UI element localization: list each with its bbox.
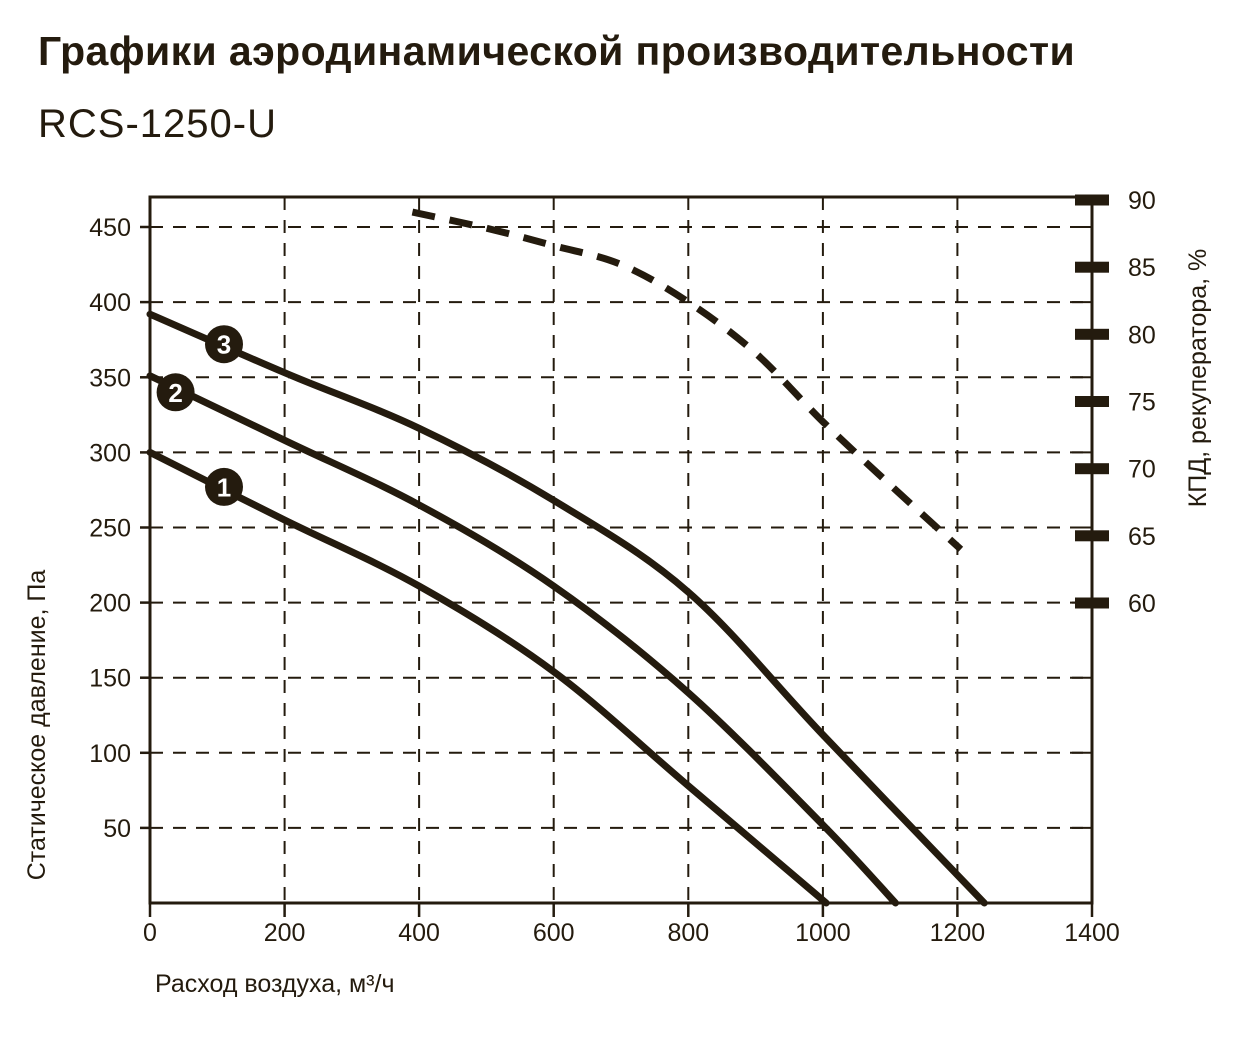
- y-right-tick-65: [1075, 530, 1109, 541]
- y-right-tick-label-60: 60: [1128, 590, 1156, 618]
- curve-fan-speed-2: [150, 376, 896, 903]
- y-left-tick-label-350: 350: [89, 364, 131, 393]
- curve-marker-label-3: 3: [216, 329, 232, 360]
- y-left-tick-label-300: 300: [89, 439, 131, 468]
- y-right-tick-85: [1075, 262, 1109, 273]
- y-left-tick-label-200: 200: [89, 589, 131, 618]
- y-right-axis-title: КПД, рекуператора, %: [1184, 248, 1212, 508]
- y-right-tick-label-65: 65: [1128, 522, 1156, 551]
- y-left-tick-label-250: 250: [89, 514, 131, 543]
- y-right-tick-label-75: 75: [1128, 388, 1156, 417]
- page-title: Графики аэродинамической производительности: [38, 28, 1076, 74]
- y-left-tick-label-100: 100: [89, 739, 131, 768]
- model-name: RCS-1250-U: [38, 102, 277, 146]
- y-right-tick-70: [1075, 463, 1109, 474]
- x-tick-label-1000: 1000: [795, 919, 851, 947]
- curve-marker-label-1: 1: [216, 472, 232, 503]
- y-left-tick-label-400: 400: [89, 289, 131, 318]
- x-tick-label-600: 600: [532, 919, 575, 947]
- curve-recuperator-efficiency: [412, 212, 960, 549]
- x-axis-title: Расход воздуха, м³/ч: [155, 970, 395, 998]
- curve-fan-speed-3: [150, 314, 984, 903]
- x-tick-label-1200: 1200: [929, 919, 986, 947]
- x-tick-label-1400: 1400: [1064, 919, 1120, 947]
- y-right-tick-label-70: 70: [1128, 455, 1156, 484]
- y-left-tick-label-450: 450: [89, 214, 131, 242]
- y-right-tick-80: [1075, 329, 1109, 340]
- x-tick-label-400: 400: [398, 919, 440, 947]
- x-tick-label-0: 0: [143, 919, 157, 947]
- x-tick-label-200: 200: [263, 919, 306, 947]
- y-left-tick-label-50: 50: [103, 814, 131, 843]
- y-right-tick-label-90: 90: [1128, 187, 1156, 215]
- y-right-tick-60: [1075, 598, 1109, 609]
- y-left-axis-title: Статическое давление, Па: [23, 569, 51, 881]
- y-right-tick-label-85: 85: [1128, 254, 1156, 283]
- y-right-tick-75: [1075, 396, 1109, 407]
- y-left-tick-label-150: 150: [89, 664, 131, 693]
- y-right-tick-label-80: 80: [1128, 321, 1156, 350]
- curve-marker-label-2: 2: [168, 377, 183, 408]
- x-tick-label-800: 800: [667, 919, 710, 947]
- y-right-tick-90: [1075, 195, 1109, 206]
